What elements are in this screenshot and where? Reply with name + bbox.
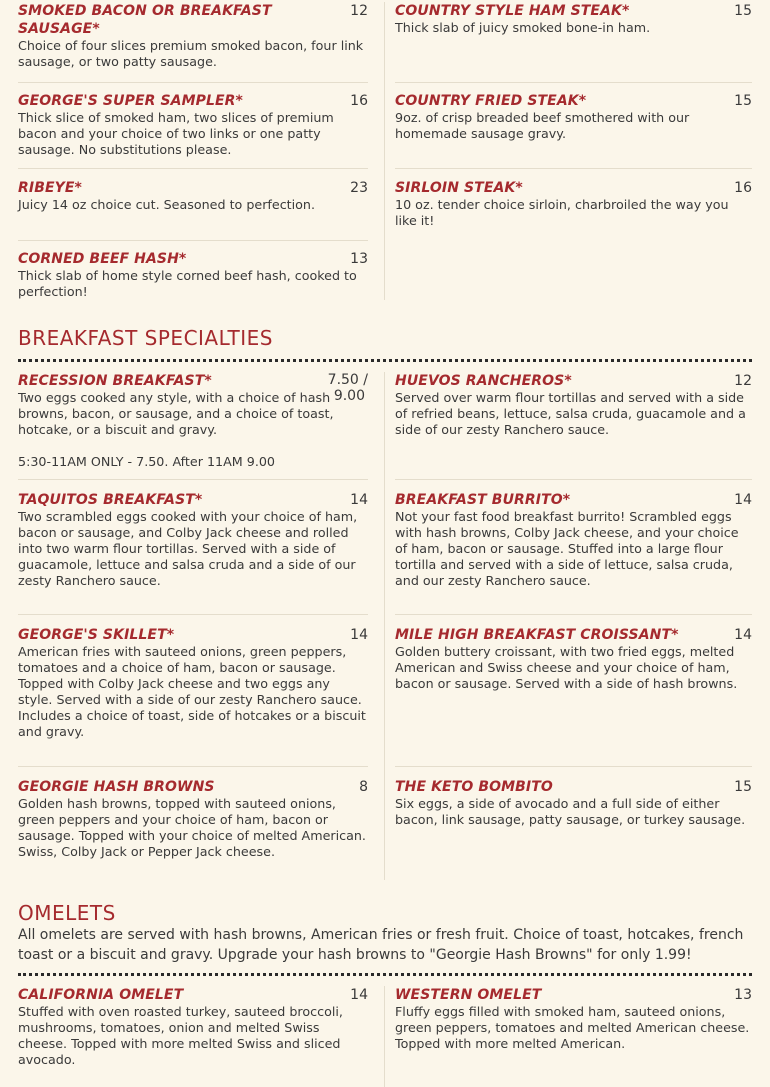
- row-divider: [18, 479, 368, 480]
- menu-item: [18, 250, 368, 300]
- item-price: 15: [734, 93, 752, 109]
- item-name: CALIFORNIA OMELET: [18, 987, 184, 1003]
- item-description: Thick slice of smoked ham, two slices of premium bacon and your choice of two links or one patty sausage. No substitutions please.: [18, 110, 334, 157]
- item-price: 14: [734, 492, 752, 508]
- top-items-grid: [18, 2, 752, 302]
- menu-item: [395, 372, 752, 438]
- item-price: 15: [734, 779, 752, 795]
- item-price: 16: [734, 180, 752, 196]
- row-divider: [395, 82, 752, 83]
- item-price: 16: [350, 93, 368, 109]
- column-divider: [384, 372, 385, 880]
- item-description: 9oz. of crisp breaded beef smothered with our homemade sausage gravy.: [395, 110, 690, 141]
- item-name: RIBEYE*: [18, 180, 82, 196]
- row-divider: [395, 479, 752, 480]
- column-divider: [384, 2, 385, 300]
- menu-item: [18, 372, 368, 470]
- item-price: 23: [350, 180, 368, 196]
- item-description: Thick slab of juicy smoked bone-in ham.: [395, 20, 651, 35]
- price-line: 7.50 /: [327, 372, 368, 388]
- row-divider: [18, 614, 368, 615]
- menu-item: [18, 986, 368, 1068]
- row-divider: [18, 766, 368, 767]
- item-name: RECESSION BREAKFAST*: [18, 373, 212, 389]
- item-description: Golden hash browns, topped with sauteed onions, green peppers and your choice of ham, bacon or sausage. Topped with your choice of melted American. Swiss, Colby Jack or Pepper Jack cheese.: [18, 796, 366, 859]
- menu-item: [18, 778, 368, 860]
- menu-item: [18, 2, 368, 70]
- item-price: 14: [350, 987, 368, 1003]
- item-name: COUNTRY STYLE HAM STEAK*: [395, 3, 630, 19]
- item-name: THE KETO BOMBITO: [395, 779, 553, 795]
- price-line: 9.00: [333, 388, 365, 404]
- item-description: Choice of four slices premium smoked bacon, four link sausage, or two patty sausage.: [18, 38, 364, 69]
- breakfast-specialties-grid: [18, 372, 752, 882]
- row-divider: [395, 168, 752, 169]
- item-description: Two scrambled eggs cooked with your choice of ham, bacon or sausage, and Colby Jack cheese and rolled into two warm flour tortillas. Served with a side of guacamole, lettuce and salsa cruda and a side of our zesty Ranchero sauce.: [18, 509, 358, 588]
- item-description: Fluffy eggs filled with smoked ham, sauteed onions, green peppers, tomatoes and melted American cheese. Topped with more melted American.: [395, 1004, 750, 1051]
- row-divider: [18, 240, 368, 241]
- dotted-divider: [18, 359, 752, 362]
- item-price: 13: [734, 987, 752, 1003]
- item-description: American fries with sauteed onions, green peppers, tomatoes and a choice of ham, bacon or sausage. Topped with Colby Jack cheese and two eggs any style. Served with a side of our zesty Ranchero sauce. Includes a choice of toast, side of hotcakes or a biscuit and gravy.: [18, 644, 366, 739]
- menu-item: [395, 626, 752, 692]
- item-price: 14: [350, 492, 368, 508]
- row-divider: [395, 614, 752, 615]
- row-divider: [395, 766, 752, 767]
- item-name: HUEVOS RANCHEROS*: [395, 373, 572, 389]
- dotted-divider: [18, 973, 752, 976]
- omelets-intro: All omelets are served with hash browns, American fries or fresh fruit. Choice of toast, hotcakes, french toast or a biscuit and gravy. Upgrade your hash browns to "Georgie Hash Browns" for only 1.99!: [18, 927, 744, 963]
- section-title-breakfast-specialties: BREAKFAST SPECIALTIES: [18, 326, 273, 350]
- row-divider: [18, 82, 368, 83]
- item-description: Not your fast food breakfast burrito! Scrambled eggs with hash browns, Colby Jack cheese, and your choice of ham, bacon or sausage. Stuffed into a large flour tortilla and served with a side of lettuce, salsa cruda, and our zesty Ranchero sauce.: [395, 509, 739, 588]
- omelets-grid: [18, 986, 752, 1087]
- item-description: Two eggs cooked any style, with a choice of hash browns, bacon, or sausage, and a choice of toast, hotcake, or a biscuit and gravy.: [18, 390, 334, 437]
- item-name: SMOKED BACON OR BREAKFAST SAUSAGE*: [18, 3, 272, 37]
- item-note: 5:30-11AM ONLY - 7.50. After 11AM 9.00: [18, 454, 275, 469]
- item-price: 14: [350, 627, 368, 643]
- item-price: [328, 372, 368, 404]
- item-name: GEORGE'S SKILLET*: [18, 627, 175, 643]
- menu-item: [18, 626, 368, 740]
- menu-item: [18, 491, 368, 589]
- item-name: TAQUITOS BREAKFAST*: [18, 492, 203, 508]
- menu-item: [18, 92, 368, 158]
- item-description: 10 oz. tender choice sirloin, charbroiled the way you like it!: [395, 197, 729, 228]
- item-price: 14: [734, 627, 752, 643]
- menu-item: [18, 179, 368, 213]
- item-price: 12: [734, 373, 752, 389]
- column-divider: [384, 986, 385, 1087]
- menu-item: [395, 92, 752, 142]
- item-name: COUNTRY FRIED STEAK*: [395, 93, 587, 109]
- menu-item: [395, 2, 752, 36]
- item-description: Stuffed with oven roasted turkey, sauteed broccoli, mushrooms, tomatoes, onion and melted Swiss cheese. Topped with more melted Swiss and sliced avocado.: [18, 1004, 343, 1067]
- item-name: BREAKFAST BURRITO*: [395, 492, 571, 508]
- item-description: Six eggs, a side of avocado and a full side of either bacon, link sausage, patty sausage, or turkey sausage.: [395, 796, 746, 827]
- item-name: GEORGIE HASH BROWNS: [18, 779, 215, 795]
- item-name: GEORGE'S SUPER SAMPLER*: [18, 93, 243, 109]
- item-name: WESTERN OMELET: [395, 987, 542, 1003]
- row-divider: [18, 168, 368, 169]
- item-price: 15: [734, 3, 752, 19]
- item-price: 8: [359, 779, 368, 795]
- menu-item: [395, 179, 752, 229]
- item-name: MILE HIGH BREAKFAST CROISSANT*: [395, 627, 679, 643]
- item-price: 12: [350, 3, 368, 19]
- item-description: Thick slab of home style corned beef hash, cooked to perfection!: [18, 268, 357, 299]
- item-price: 13: [350, 251, 368, 267]
- menu-item: [395, 778, 752, 828]
- item-description: Golden buttery croissant, with two fried eggs, melted American and Swiss cheese and your choice of ham, bacon or sausage. Served with a side of hash browns.: [395, 644, 738, 691]
- item-name: SIRLOIN STEAK*: [395, 180, 523, 196]
- item-description: Juicy 14 oz choice cut. Seasoned to perfection.: [18, 197, 316, 212]
- section-title-omelets: OMELETS: [18, 901, 116, 925]
- menu-item: [395, 491, 752, 589]
- item-name: CORNED BEEF HASH*: [18, 251, 187, 267]
- item-description: Served over warm flour tortillas and served with a side of refried beans, lettuce, salsa cruda, guacamole and a side of our zesty Ranchero sauce.: [395, 390, 746, 437]
- menu-item: [395, 986, 752, 1052]
